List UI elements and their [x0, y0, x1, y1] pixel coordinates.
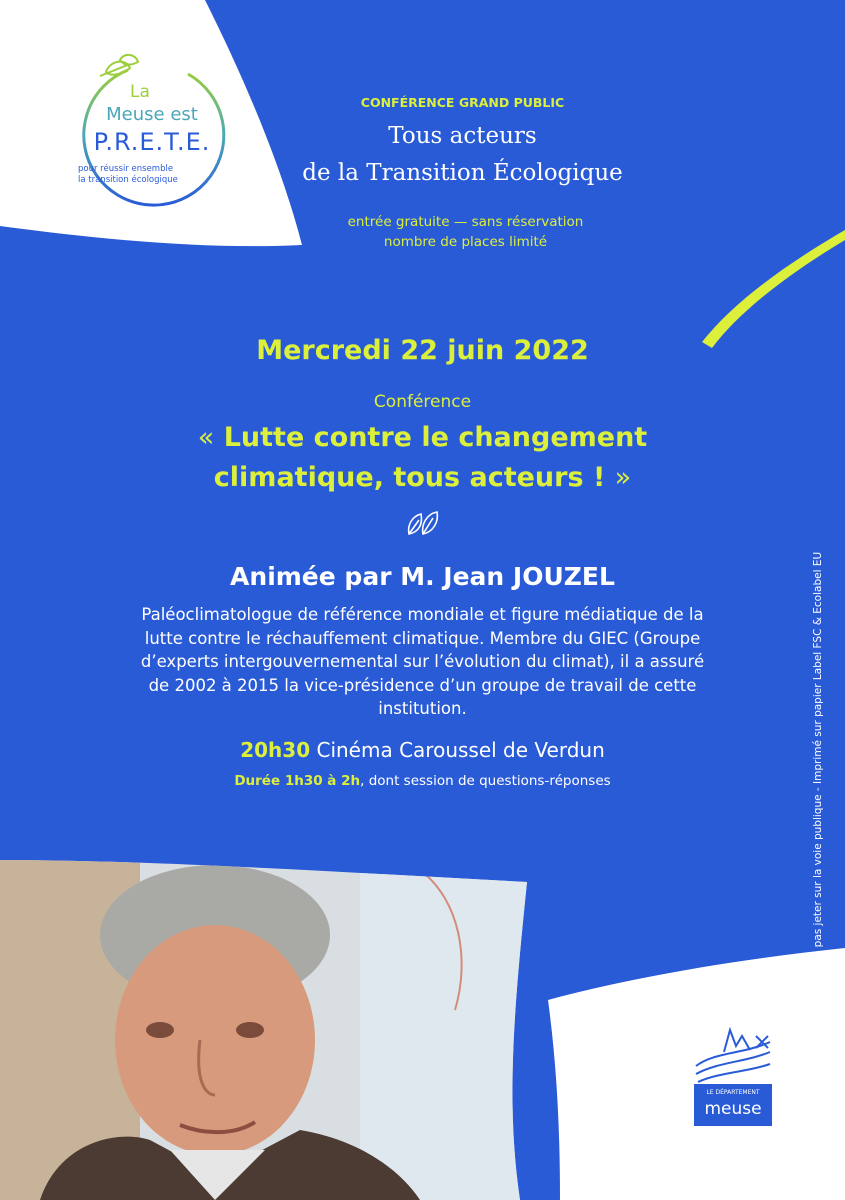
- entry-info-line-2: nombre de places limité: [383, 234, 548, 250]
- event-title-text-2: climatique, tous acteurs !: [213, 462, 606, 493]
- conference-kicker: CONFÉRENCE GRAND PUBLIC: [360, 95, 565, 110]
- event-time: 20h30: [240, 738, 311, 762]
- speaker-heading: Animée par M. Jean JOUZEL: [230, 562, 615, 591]
- department-logo: [694, 1022, 772, 1126]
- entry-info-line-1: entrée gratuite — sans réservation: [347, 214, 584, 230]
- bio-line: institution.: [378, 699, 467, 718]
- side-note: Ne pas jeter sur la voie publique - Imprimé sur papier Label FSC & Ecolabel EU: [812, 551, 824, 965]
- logo-line-2: Meuse est: [106, 104, 198, 125]
- logo-tagline-1: pour réussir ensemble: [78, 164, 174, 174]
- department-label: LE DÉPARTEMENT: [706, 1089, 760, 1096]
- department-name: meuse: [704, 1099, 762, 1119]
- event-venue: Cinéma Caroussel de Verdun: [316, 738, 605, 762]
- quote-close: »: [614, 462, 632, 493]
- department-logo-icon: [694, 1022, 772, 1084]
- bio-line: d’experts intergouvernemental sur l’évolution du climat), il a assuré: [140, 652, 705, 671]
- header-title-line-1: Tous acteurs: [388, 123, 537, 149]
- duration-note: , dont session de questions-réponses: [360, 773, 611, 789]
- bio-line: de 2002 à 2015 la vice-présidence d’un groupe de travail de cette: [148, 675, 697, 695]
- bio-line: lutte contre le réchauffement climatique. Membre du GIEC (Groupe: [144, 628, 701, 648]
- header-title-line-2: de la Transition Écologique: [302, 160, 623, 186]
- logo-line-1: La: [130, 82, 150, 102]
- quote-open: «: [197, 422, 215, 453]
- logo-tagline-2: la transition écologique: [78, 175, 178, 185]
- event-type: Conférence: [373, 392, 472, 412]
- duration-label: Durée 1h30 à 2h: [234, 773, 361, 789]
- event-date: Mercredi 22 juin 2022: [256, 335, 589, 366]
- bio-line: Paléoclimatologue de référence mondiale et figure médiatique de la: [141, 605, 704, 624]
- event-title-text-1: Lutte contre le changement: [223, 422, 648, 453]
- logo-line-3: P.R.E.T.E.: [93, 128, 211, 156]
